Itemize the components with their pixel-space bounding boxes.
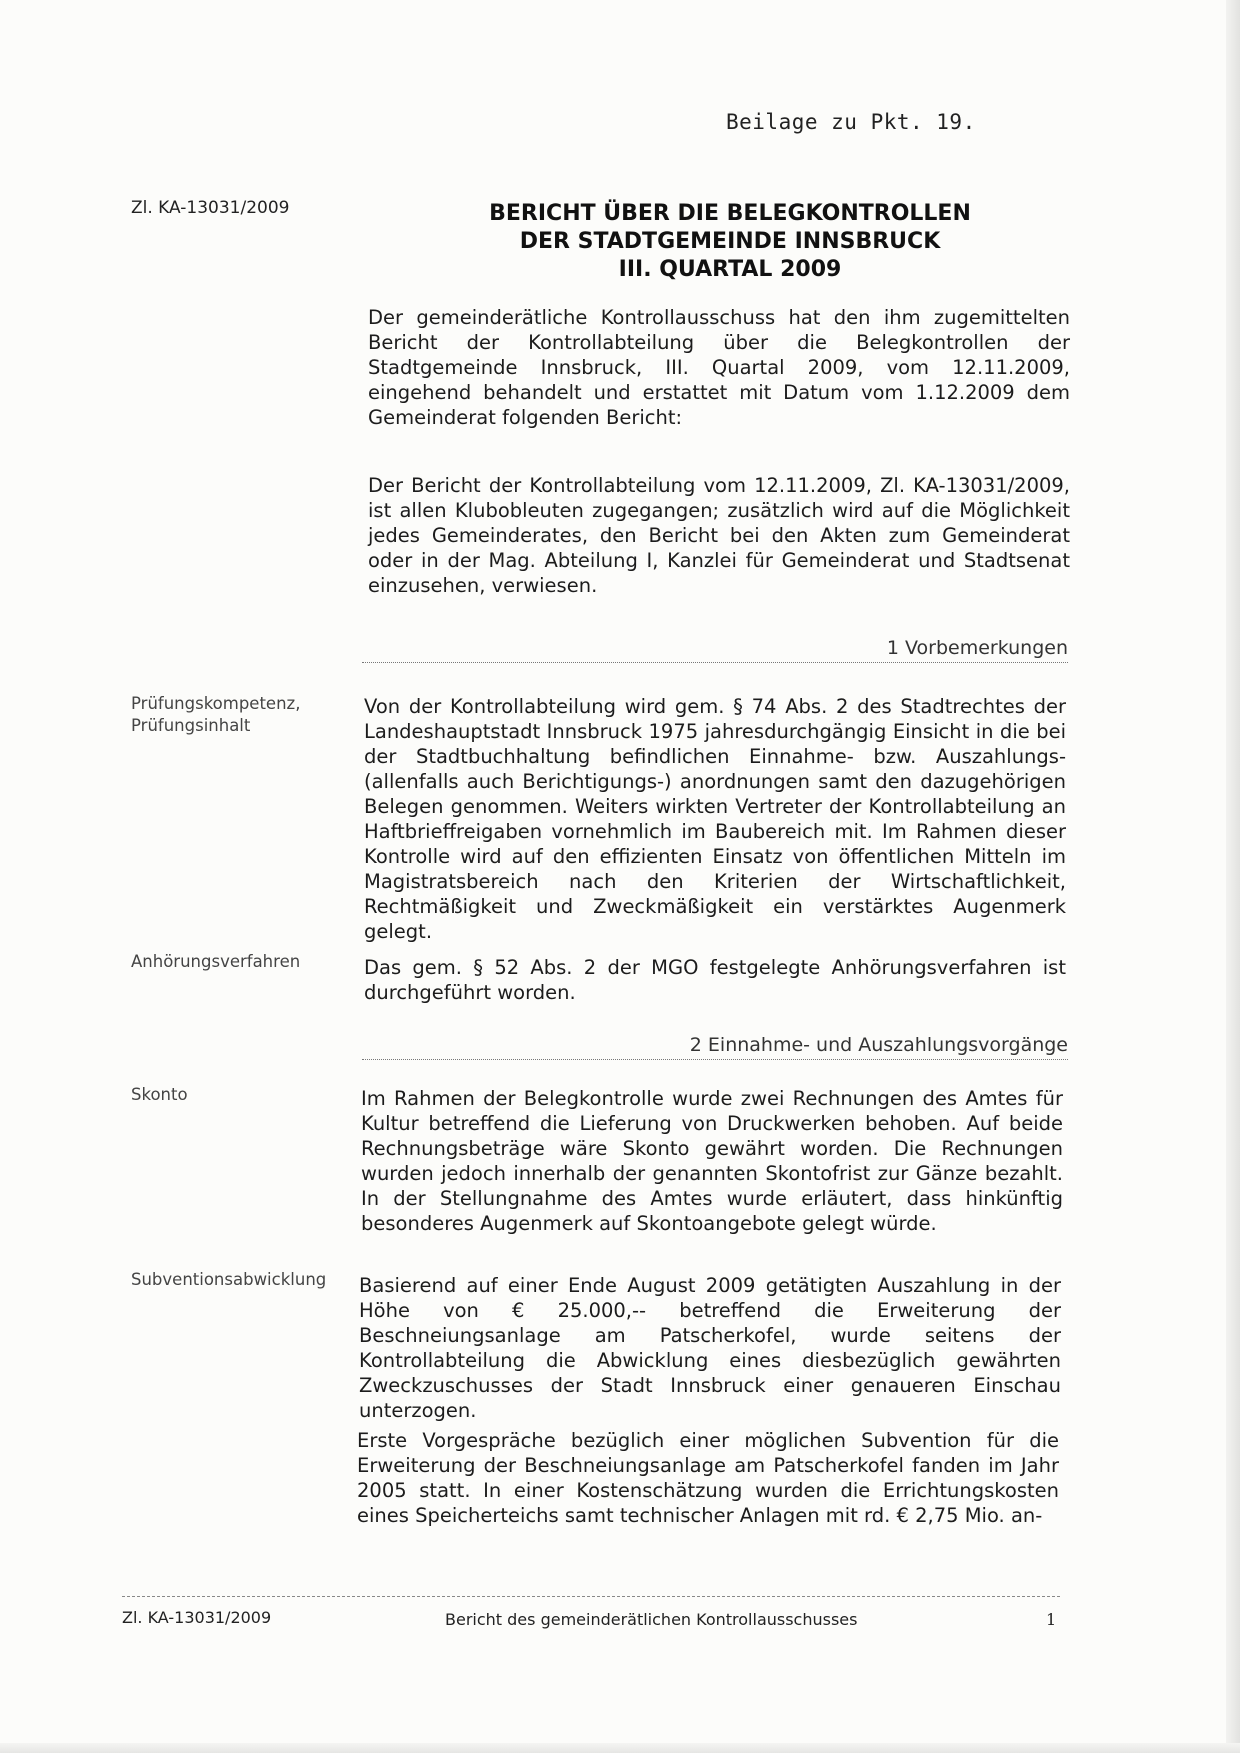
footer-divider (122, 1596, 1060, 1597)
scan-edge-right (1226, 0, 1240, 1753)
intro-paragraph-1: Der gemeinderätliche Kontrollausschuss hat den ihm zugemittelten Bericht der Kontrollabteilung über die Belegkontrollen der Stadtgemeinde Innsbruck, III. Quartal 2009, vom 12.11.2009, eingehend behandelt und erstattet mit Datum vom 1.12.2009 dem Gemeinderat folgenden Bericht: (368, 306, 1070, 429)
title-line-3: III. QUARTAL 2009 (618, 257, 842, 282)
footer-reference: Zl. KA-13031/2009 (122, 1608, 272, 1627)
paragraph-skonto: Im Rahmen der Belegkontrolle wurde zwei Rechnungen des Amtes für Kultur betreffend die Lieferung von Druckwerken behoben. Auf beide Rechnungsbeträge wäre Skonto gewährt worden. Die Rechnungen wurden jedoch innerhalb der genannten Skontofrist zur Gänze bezahlt. In der Stellungnahme des Amtes wurde erläutert, dass hinkünftig besonderes Augenmerk auf Skontoangebote gelegt würde. (361, 1087, 1063, 1235)
section-heading-2-text: 2 Einnahme- und Auszahlungsvorgänge (689, 1034, 1068, 1056)
reference-number: Zl. KA-13031/2009 (131, 198, 290, 218)
paragraph-anhoerungsverfahren: Das gem. § 52 Abs. 2 der MGO festgelegte Anhörungsverfahren ist durchgeführt worden. (364, 956, 1066, 1004)
margin-label-anhoerungsverfahren: Anhörungsverfahren (131, 952, 301, 971)
paragraph-vorgespraeche: Erste Vorgespräche bezüglich einer möglichen Subvention für die Erweiterung der Beschneiungsanlage am Patscherkofel fanden im Jahr 2005 statt. In einer Kostenschätzung wurden die Errichtungskosten eines Speicherteichs samt technischer Anlagen mit rd. € 2,75 Mio. an- (357, 1429, 1059, 1527)
footer-title: Bericht des gemeinderätlichen Kontrollausschusses (445, 1610, 858, 1629)
scan-edge-bottom (0, 1743, 1240, 1753)
section-heading-1-text: 1 Vorbemerkungen (886, 637, 1068, 659)
document-title (430, 200, 1030, 284)
paragraph-subventionsabwicklung: Basierend auf einer Ende August 2009 getätigten Auszahlung in der Höhe von € 25.000,-- betreffend die Erweiterung der Beschneiungsanlage am Patscherkofel, wurde seitens der Kontrollabteilung die Abwicklung eines diesbezüglich gewährten Zweckzuschusses der Stadt Innsbruck einer genaueren Einschau unterzogen. (359, 1274, 1061, 1422)
margin-label-skonto: Skonto (131, 1085, 188, 1104)
intro-paragraph-2: Der Bericht der Kontrollabteilung vom 12.11.2009, Zl. KA-13031/2009, ist allen Klubobleuten zugegangen; zusätzlich wird auf die Möglichkeit jedes Gemeinderates, den Bericht bei den Akten zum Gemeinderat oder in der Mag. Abteilung I, Kanzlei für Gemeinderat und Stadtsenat einzusehen, verwiesen. (368, 474, 1070, 597)
section-heading-2 (362, 1029, 1068, 1060)
title-line-2: DER STADTGEMEINDE INNSBRUCK (519, 229, 941, 254)
title-line-1: BERICHT ÜBER DIE BELEGKONTROLLEN (489, 201, 971, 226)
beilage-note: Beilage zu Pkt. 19. (726, 110, 976, 134)
margin-label-subventionsabwicklung: Subventionsabwicklung (131, 1270, 327, 1289)
page-number: 1 (1046, 1610, 1057, 1629)
section-heading-1 (362, 632, 1068, 663)
paragraph-pruefungskompetenz: Von der Kontrollabteilung wird gem. § 74 Abs. 2 des Stadtrechtes der Landeshauptstadt Innsbruck 1975 jahresdurchgängig Einsicht in die bei der Stadtbuchhaltung befindlichen Einnahme- bzw. Auszahlungs- (allenfalls auch Berichtigungs-) anordnungen samt den dazugehörigen Belegen genommen. Weiters wirkten Vertreter der Kontrollabteilung an Haftbrieffreigaben vornehmlich im Baubereich mit. Im Rahmen dieser Kontrolle wird auf den effizienten Einsatz von öffentlichen Mitteln im Magistratsbereich nach den Kriterien der Wirtschaftlichkeit, Rechtmäßigkeit und Zweckmäßigkeit ein verstärktes Augenmerk gelegt. (364, 695, 1066, 943)
margin-label-pruefungskompetenz: Prüfungskompetenz, Prüfungsinhalt (131, 694, 301, 735)
